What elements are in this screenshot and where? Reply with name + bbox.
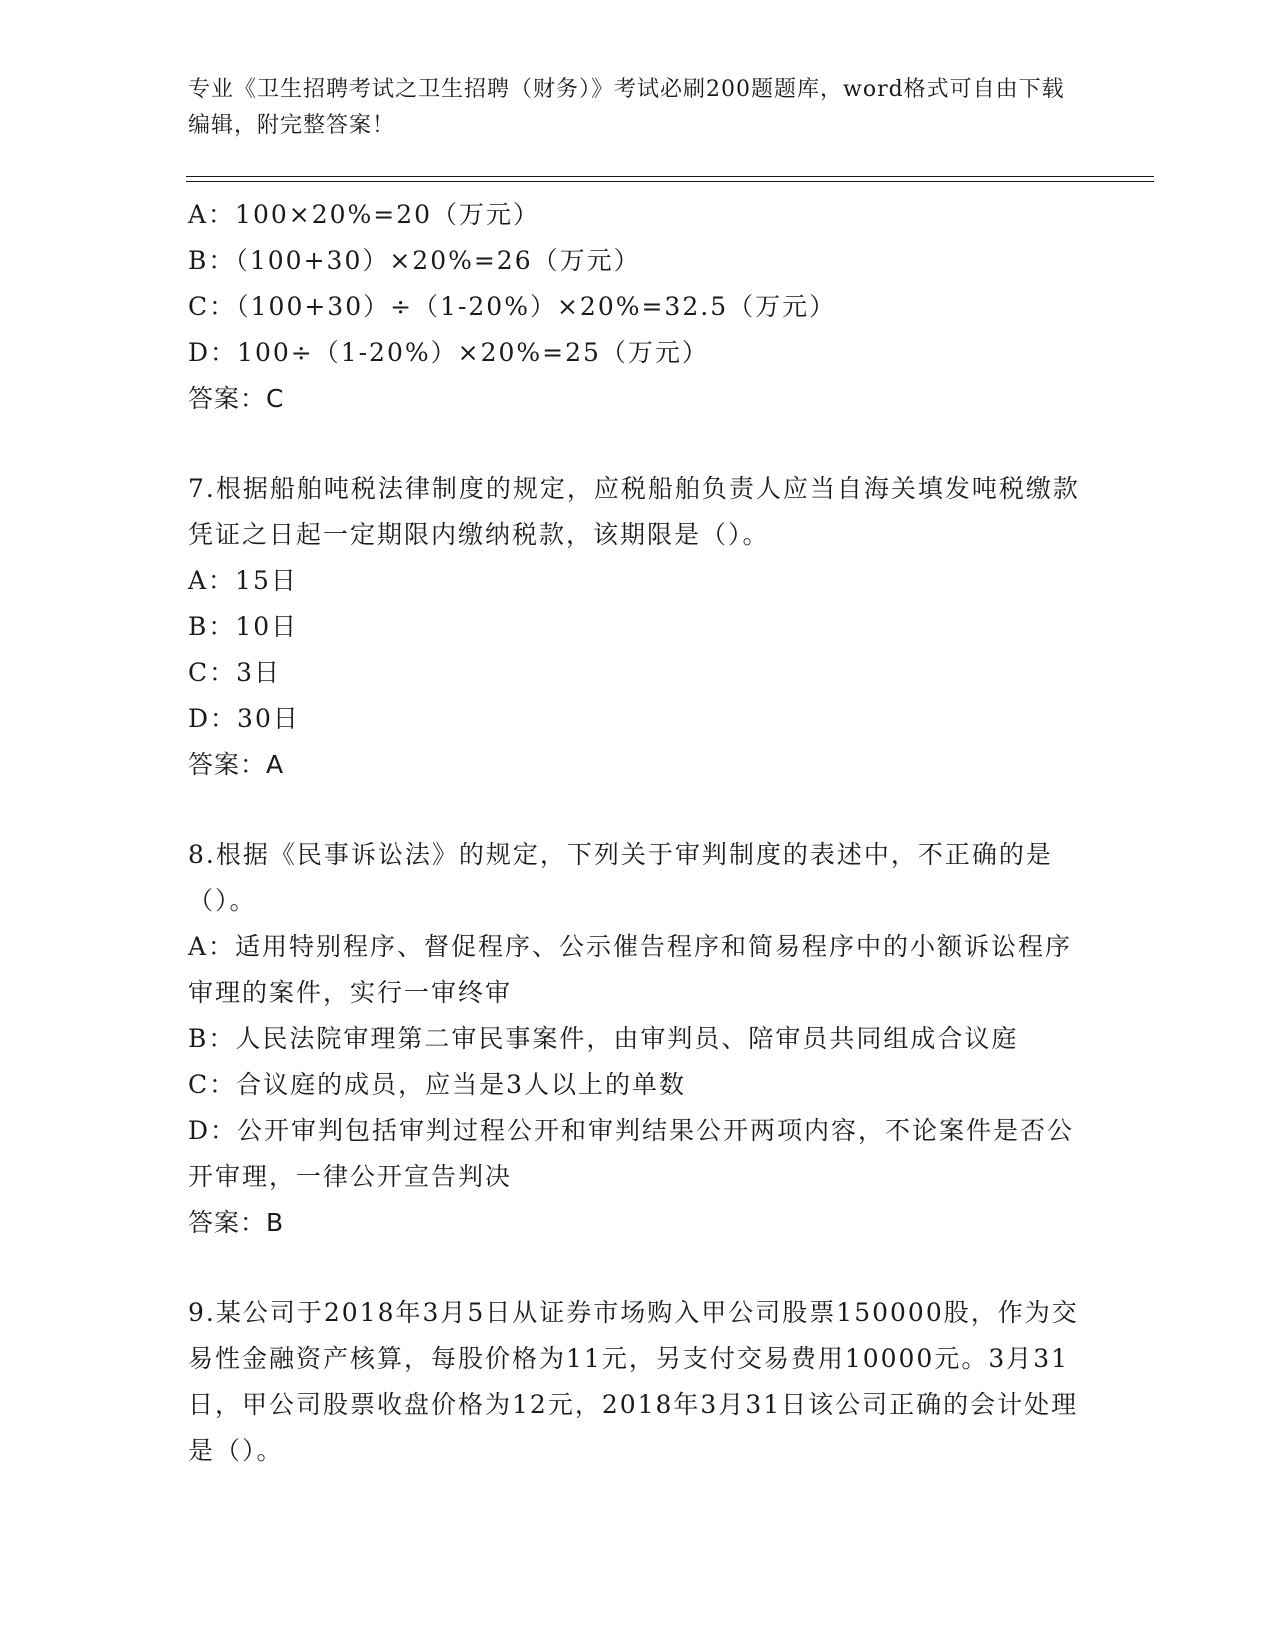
spacer — [188, 788, 1088, 832]
document-header: 专业《卫生招聘考试之卫生招聘（财务）》考试必刷200题题库，word格式可自由下载编辑，附完整答案！ — [188, 77, 1065, 138]
spacer — [188, 422, 1088, 466]
option-c: C：合议庭的成员，应当是3人以上的单数 — [188, 1070, 687, 1099]
option-a: A：适用特别程序、督促程序、公示催告程序和简易程序中的小额诉讼程序审理的案件，实行一审终审 — [188, 932, 1073, 1007]
question-6-block — [188, 192, 1088, 422]
spacer — [188, 1246, 1088, 1290]
option-a: A：100×20%=20（万元） — [188, 200, 541, 229]
option-d: D：公开审判包括审判过程公开和审判结果公开两项内容，不论案件是否公开审理，一律公开宣告判决 — [188, 1116, 1075, 1191]
question-stem: 9.某公司于2018年3月5日从证券市场购入甲公司股票150000股，作为交易性金融资产核算，每股价格为11元，另支付交易费用10000元。3月31日，甲公司股票收盘价格为12元，2018年3月31日该公司正确的会计处理是（）。 — [188, 1298, 1079, 1465]
option-a: A：15日 — [188, 566, 298, 595]
option-b: B：人民法院审理第二审民事案件，由审判员、陪审员共同组成合议庭 — [188, 1024, 1019, 1053]
answer-line: 答案：B — [188, 1208, 285, 1237]
question-stem: 7.根据船舶吨税法律制度的规定，应税船舶负责人应当自海关填发吨税缴款凭证之日起一定期限内缴纳税款，该期限是（）。 — [188, 474, 1080, 549]
question-7-block — [188, 466, 1088, 788]
question-content — [188, 192, 1088, 1474]
option-d: D：30日 — [188, 704, 300, 733]
option-d: D：100÷（1-20%）×20%=25（万元） — [188, 338, 709, 367]
option-b: B：10日 — [188, 612, 299, 641]
header-divider-top — [186, 176, 1154, 177]
question-9-block — [188, 1290, 1088, 1474]
option-c: C：3日 — [188, 658, 282, 687]
answer-line: 答案：C — [188, 384, 285, 413]
question-8-block — [188, 832, 1088, 1246]
option-b: B：（100+30）×20%=26（万元） — [188, 246, 641, 275]
option-c: C：（100+30）÷（1-20%）×20%=32.5（万元） — [188, 292, 837, 321]
question-stem: 8.根据《民事诉讼法》的规定，下列关于审判制度的表述中，不正确的是（）。 — [188, 840, 1053, 915]
answer-line: 答案：A — [188, 750, 285, 779]
header-divider-bottom — [186, 181, 1154, 182]
